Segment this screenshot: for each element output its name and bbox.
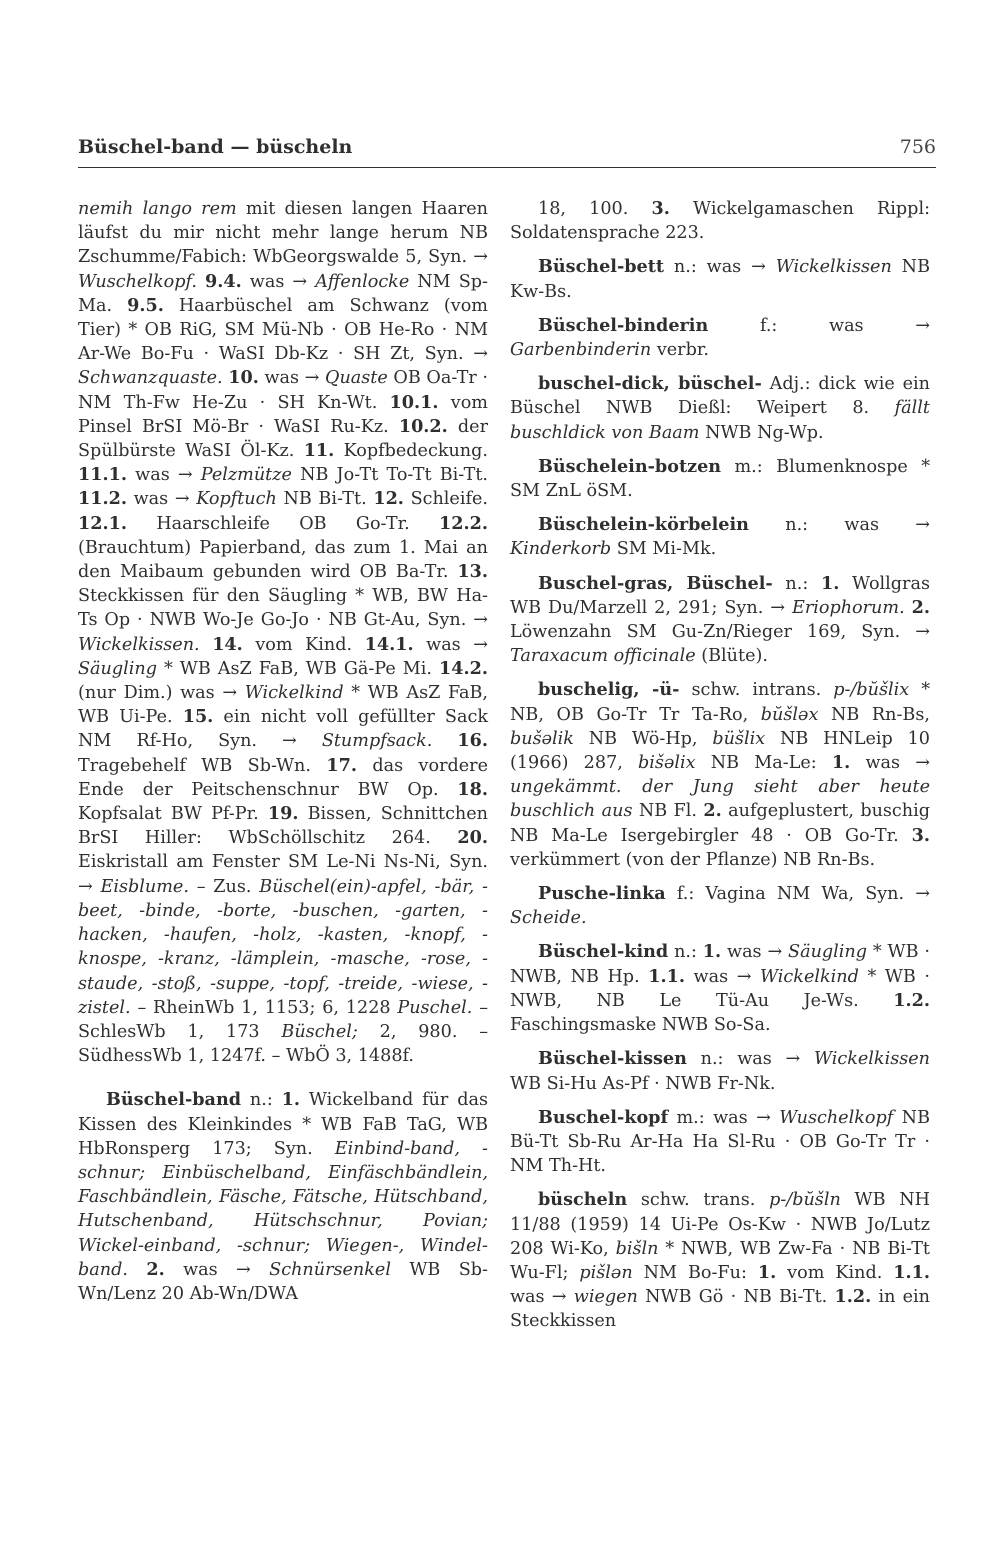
continued-entry xyxy=(510,197,930,245)
right-column xyxy=(510,197,930,1344)
bold-run: Büschel-bett xyxy=(538,256,664,278)
italic-run: Einbind-band, -schnur; Einbüschelband, Einfäschbändlein, Faschbändlein, Fäsche, Fätsche, Hütschband, Hutschenband, Hütschschnur, Povian; Wickel-einband, -schnur; Wiegen-, Windel-band. xyxy=(78,1138,488,1280)
italic-run: wiegen xyxy=(573,1287,638,1308)
text-run: vom Pinsel BrSI Mö-Br · WaSI Ru-Kz. xyxy=(78,392,488,437)
text-run: (nur Dim.) was → xyxy=(78,683,245,704)
text-run: – RheinWb 1, 1153; 6, 1228 xyxy=(130,997,398,1018)
bold-run: Buschel-kopf xyxy=(538,1106,669,1128)
text-run: f.: was → xyxy=(708,315,930,336)
text-run: NB Kw-Bs. xyxy=(510,257,930,302)
text-run: * WB AsZ FaB, WB Gä-Pe Mi. xyxy=(156,658,440,679)
dictionary-entry xyxy=(510,1047,930,1095)
text-run: Steckkissen für den Säugling * WB, BW Ha-Ts Op · NWB Wo-Je Go-Jo · NB Gt-Au, Syn. → xyxy=(78,586,488,631)
text-run: aufgeplustert, buschig NB Ma-Le Isergebirgler 48 · OB Go-Tr. xyxy=(510,801,931,846)
text-run xyxy=(432,731,457,751)
italic-run: Wickelkissen. xyxy=(78,634,200,655)
left-column xyxy=(78,197,488,1316)
text-run: verkümmert (von der Pflanze) NB Rn-Bs. xyxy=(510,849,876,870)
italic-run: Quaste xyxy=(325,368,388,389)
bold-run: 16. xyxy=(457,730,489,752)
italic-run: Kinderkorb xyxy=(510,539,612,560)
text-run xyxy=(197,272,205,292)
text-run: Schleife. xyxy=(403,489,488,510)
dictionary-entry xyxy=(510,1106,930,1179)
text-run: m.: was → xyxy=(668,1107,780,1128)
text-run: was → xyxy=(126,489,197,510)
text-run: – Zus. xyxy=(188,876,260,897)
text-run: n.: xyxy=(668,942,703,963)
text-run: vom Kind. xyxy=(242,634,365,655)
text-run: das vordere Ende der Peitschenschnur BW Op. xyxy=(78,755,488,800)
text-run: Haarbüschel am Schwanz (vom Tier) * OB RiG, SM Mü-Nb · OB He-Ro · NM Ar-We Bo-Fu · WaSI Db-Kz · SH Zt, Syn. → xyxy=(78,295,488,365)
dictionary-entry xyxy=(510,372,930,445)
bold-run: 14.2. xyxy=(439,657,488,679)
text-run: NB Wö-Hp, xyxy=(573,728,713,749)
bold-run: 1. xyxy=(281,1089,301,1111)
bold-run: 19. xyxy=(267,803,299,825)
text-run: * WB AsZ FaB, WB Ui-Pe. xyxy=(78,683,488,728)
bold-run: 3. xyxy=(911,824,930,846)
dictionary-entry xyxy=(510,513,930,561)
italic-run: Puschel. xyxy=(397,997,473,1018)
bold-run: 1. xyxy=(820,572,840,594)
text-run: was → xyxy=(164,1259,270,1280)
entry-list xyxy=(78,1088,488,1306)
bold-run: 12. xyxy=(373,488,404,510)
text-run: was → xyxy=(413,634,488,655)
text-run: * WB · NWB, NB Le Tü-Au Je-Ws. xyxy=(510,966,930,1011)
text-run: Kopfbedeckung. xyxy=(334,441,488,462)
text-run: NM Bo-Fu: xyxy=(632,1262,758,1283)
text-run: vom Kind. xyxy=(776,1262,894,1283)
text-run: was → xyxy=(241,271,316,292)
bold-run: 2. xyxy=(911,596,931,618)
italic-run: Schwanzquaste. xyxy=(78,368,223,389)
italic-run: Wickelkind xyxy=(244,683,344,704)
text-run: der Spülbürste WaSI Öl-Kz. xyxy=(78,416,488,462)
italic-run: Schnürsenkel xyxy=(269,1259,391,1280)
text-run: * NWB, WB Zw-Fa · NB Bi-Tt Wu-Fl; xyxy=(510,1238,930,1283)
italic-run: bišəlix xyxy=(638,753,696,774)
continued-entry xyxy=(78,197,488,1068)
italic-run: Eisblume. xyxy=(100,876,189,897)
bold-run: Pusche-linka xyxy=(538,883,666,905)
text-run: NB Rn-Bs, xyxy=(818,704,930,725)
bold-run: Büschelein-körbelein xyxy=(538,514,749,536)
bold-run: 2. xyxy=(146,1258,165,1280)
italic-run: Säugling xyxy=(78,658,157,679)
text-run: Haarschleife OB Go-Tr. xyxy=(126,513,440,534)
italic-run: p-/bŭšlix xyxy=(833,680,910,701)
italic-run: Wuschelkopf. xyxy=(78,271,197,292)
text-run: WB Si-Hu As-Pf · NWB Fr-Nk. xyxy=(510,1073,776,1094)
text-run: n.: xyxy=(241,1090,282,1111)
bold-run: 1.2. xyxy=(834,1286,872,1308)
text-run: NB HNLeip 10 (1966) 287, xyxy=(510,728,930,774)
text-run: Bissen, Schnittchen BrSI Hiller: WbSchöllschitz 264. xyxy=(78,804,489,849)
bold-run: 10.1. xyxy=(389,391,439,413)
running-header xyxy=(78,136,936,158)
bold-run: Buschel-gras, Büschel- xyxy=(538,572,773,594)
bold-run: büscheln xyxy=(538,1189,628,1211)
bold-run: 10. xyxy=(228,367,259,389)
bold-run: 9.4. xyxy=(205,270,242,292)
bold-run: 12.2. xyxy=(439,512,488,534)
text-run: * NB, OB Go-Tr Tr Ta-Ro, xyxy=(510,680,931,725)
italic-run: Büschel(ein)-apfel, -bär, -beet, -binde, -borte, -buschen, -garten, -hacken, -haufen, -holz, -kasten, -knopf, -knospe, -kranz, -lämplein, -masche, -rose, -staude, -stoß, -suppe, -topf, -treide, -wiese, -zistel. xyxy=(78,876,488,1018)
text-run: mit diesen langen Haaren läufst du mir nicht mehr lange herum NB Zschumme/Fabich: WbGeorgswalde 5, Syn. → xyxy=(78,199,488,268)
bold-run: Büschel-kissen xyxy=(538,1048,687,1070)
text-run: was → xyxy=(850,753,930,774)
bold-run: 10.2. xyxy=(398,415,448,437)
italic-run: Garbenbinderin xyxy=(510,340,652,361)
text-run: Eiskristall am Fenster SM Le-Ni Ns-Ni, Syn. → xyxy=(78,852,488,897)
italic-run: Säugling xyxy=(788,942,868,963)
text-run: Faschingsmaske NWB So-Sa. xyxy=(510,1015,771,1036)
text-run: Löwenzahn SM Gu-Zn/Rieger 169, Syn. → xyxy=(510,622,930,643)
text-run: (Blüte). xyxy=(695,646,768,667)
text-run: Kopfsalat BW Pf-Pr. xyxy=(78,804,268,825)
dictionary-entry xyxy=(78,1088,488,1306)
text-run: schw. trans. xyxy=(627,1190,770,1211)
italic-run: bušəlik xyxy=(510,728,574,749)
italic-run: Affenlocke xyxy=(315,271,410,292)
text-run: Wollgras WB Du/Marzell 2, 291; Syn. → xyxy=(510,573,930,618)
italic-run: bŭšləx xyxy=(760,704,819,725)
bold-run: Büschelein-botzen xyxy=(538,455,722,477)
text-run: NB Bü-Tt Sb-Ru Ar-Ha Ha Sl-Ru · OB Go-Tr Tr · NM Th-Ht. xyxy=(510,1107,930,1177)
text-run: n.: was → xyxy=(686,1049,814,1070)
bold-run: 9.5. xyxy=(127,294,164,316)
bold-run: 15. xyxy=(182,706,214,728)
bold-run: 2. xyxy=(703,800,722,822)
text-run: was → xyxy=(684,966,761,987)
text-run: NB Fl. xyxy=(632,801,704,822)
italic-run: Büschel; xyxy=(281,1021,358,1042)
italic-run: fällt buschldick von Baam xyxy=(510,398,930,443)
page-number: 756 xyxy=(899,136,936,158)
bold-run: 1.2. xyxy=(893,989,930,1011)
italic-run: Wuschelkopf xyxy=(779,1107,894,1128)
text-run: (Brauchtum) Papierband, das zum 1. Mai an den Maibaum gebunden wird OB Ba-Tr. xyxy=(78,537,488,583)
text-run: Adj.: dick wie ein Büschel NWB Dießl: Weipert 8. xyxy=(510,374,930,419)
dictionary-entry xyxy=(510,940,930,1037)
dictionary-entry xyxy=(510,455,930,503)
italic-run: Wickelkind xyxy=(760,966,859,987)
text-run: n.: was → xyxy=(748,515,930,536)
text-run: n.: xyxy=(772,573,821,594)
text-run: NB Bi-Tt. xyxy=(276,489,374,510)
text-run: * WB · NWB, NB Hp. xyxy=(510,942,930,987)
text-run: Tragebehelf WB Sb-Wn. xyxy=(78,755,327,776)
bold-run: 14. xyxy=(212,633,243,655)
text-run: was → xyxy=(721,942,789,963)
text-run: NWB Gö · NB Bi-Tt. xyxy=(637,1287,835,1308)
italic-run: Kopftuch xyxy=(196,489,277,510)
bold-run: 18. xyxy=(457,778,488,800)
text-run: in ein Steckkissen xyxy=(510,1287,930,1332)
bold-run: 1.1. xyxy=(648,965,685,987)
bold-run: 11.2. xyxy=(78,488,127,510)
text-run: OB Oa-Tr · NM Th-Fw He-Zu · SH Kn-Wt. xyxy=(78,368,488,413)
italic-run: pišlən xyxy=(579,1262,633,1283)
text-run: n.: was → xyxy=(664,257,776,278)
bold-run: 11. xyxy=(303,440,335,462)
bold-run: 14.1. xyxy=(364,633,414,655)
text-run: Wickelband für das Kissen des Kleinkindes * WB FaB TaG, WB HbRonsperg 173; Syn. xyxy=(78,1090,488,1159)
text-run: NB Jo-Tt To-Tt Bi-Tt. xyxy=(291,465,488,486)
text-run: SM Mi-Mk. xyxy=(611,539,717,560)
italic-run: büšlix xyxy=(712,728,766,749)
text-run: – SchlesWb 1, 173 xyxy=(78,997,489,1042)
text-run: was → xyxy=(510,1287,574,1308)
bold-run: 12.1. xyxy=(78,512,127,534)
dictionary-entry xyxy=(510,882,930,930)
bold-run: 1.1. xyxy=(893,1261,930,1283)
bold-run: Büschel-band xyxy=(106,1089,242,1111)
text-run: 18, 100. xyxy=(538,199,652,219)
running-title: Büschel-band — büscheln xyxy=(78,136,353,158)
bold-run: 1. xyxy=(831,752,851,774)
text-run: WB Sb-Wn/Lenz 20 Ab-Wn/DWA xyxy=(78,1259,488,1304)
dictionary-entry xyxy=(510,314,930,362)
text-run: NB Ma-Le: xyxy=(695,753,832,774)
italic-run: Wickelkissen xyxy=(775,257,892,278)
italic-run: Pelzmütze xyxy=(200,465,292,486)
text-run: WB NH 11/88 (1959) 14 Ui-Pe Os-Kw · NWB Jo/Lutz 208 Wi-Ko, xyxy=(510,1190,930,1259)
bold-run: Büschel-kind xyxy=(538,941,669,963)
text-run: f.: Vagina NM Wa, Syn. → xyxy=(665,884,930,905)
dictionary-entry xyxy=(510,255,930,303)
text-run: ein nicht voll gefüllter Sack NM Rf-Ho, Syn. → xyxy=(78,707,488,752)
dictionary-entry xyxy=(510,678,930,872)
italic-run: Stumpfsack. xyxy=(321,731,433,752)
italic-run: nemih lango rem xyxy=(78,199,237,219)
italic-run: Wickelkissen xyxy=(813,1049,930,1070)
text-run xyxy=(200,635,213,655)
italic-run: ungekämmt. der Jung sieht aber heute buschlich aus xyxy=(510,777,930,822)
text-run: schw. intrans. xyxy=(679,680,834,701)
bold-run: 17. xyxy=(326,754,357,776)
italic-run: Taraxacum officinale xyxy=(510,646,696,667)
italic-run: Scheide. xyxy=(510,908,587,929)
dictionary-entry xyxy=(510,572,930,669)
italic-run: p-/bŭšln xyxy=(769,1190,841,1211)
bold-run: 3. xyxy=(651,198,670,219)
text-run xyxy=(905,598,912,618)
text-run: 2, 980. – SüdhessWb 1, 1247f. – WbÖ 3, 1488f. xyxy=(78,1021,488,1067)
bold-run: Büschel-binderin xyxy=(538,314,709,336)
bold-run: 13. xyxy=(457,561,488,583)
bold-run: buschelig, -ü- xyxy=(538,679,680,701)
bold-run: 20. xyxy=(457,827,488,849)
dictionary-entry xyxy=(510,1188,930,1333)
text-run: Wickelgamaschen Rippl: Soldatensprache 223. xyxy=(510,199,930,244)
text-run: NM Sp-Ma. xyxy=(78,271,489,316)
header-rule xyxy=(78,167,936,168)
text-run xyxy=(128,1260,146,1280)
bold-run: buschel-dick, büschel- xyxy=(538,373,762,395)
text-run: m.: Blumenknospe * SM ZnL öSM. xyxy=(510,456,930,502)
entry-list xyxy=(510,255,930,1333)
italic-run: Eriophorum. xyxy=(791,597,905,618)
bold-run: 1. xyxy=(702,941,722,963)
text-run: was → xyxy=(126,465,201,486)
text-run: was → xyxy=(258,368,326,389)
bold-run: 1. xyxy=(757,1261,777,1283)
italic-run: bišln xyxy=(615,1238,659,1259)
text-run: NWB Ng-Wp. xyxy=(699,422,824,443)
bold-run: 11.1. xyxy=(78,464,127,486)
text-run: verbr. xyxy=(651,340,709,361)
